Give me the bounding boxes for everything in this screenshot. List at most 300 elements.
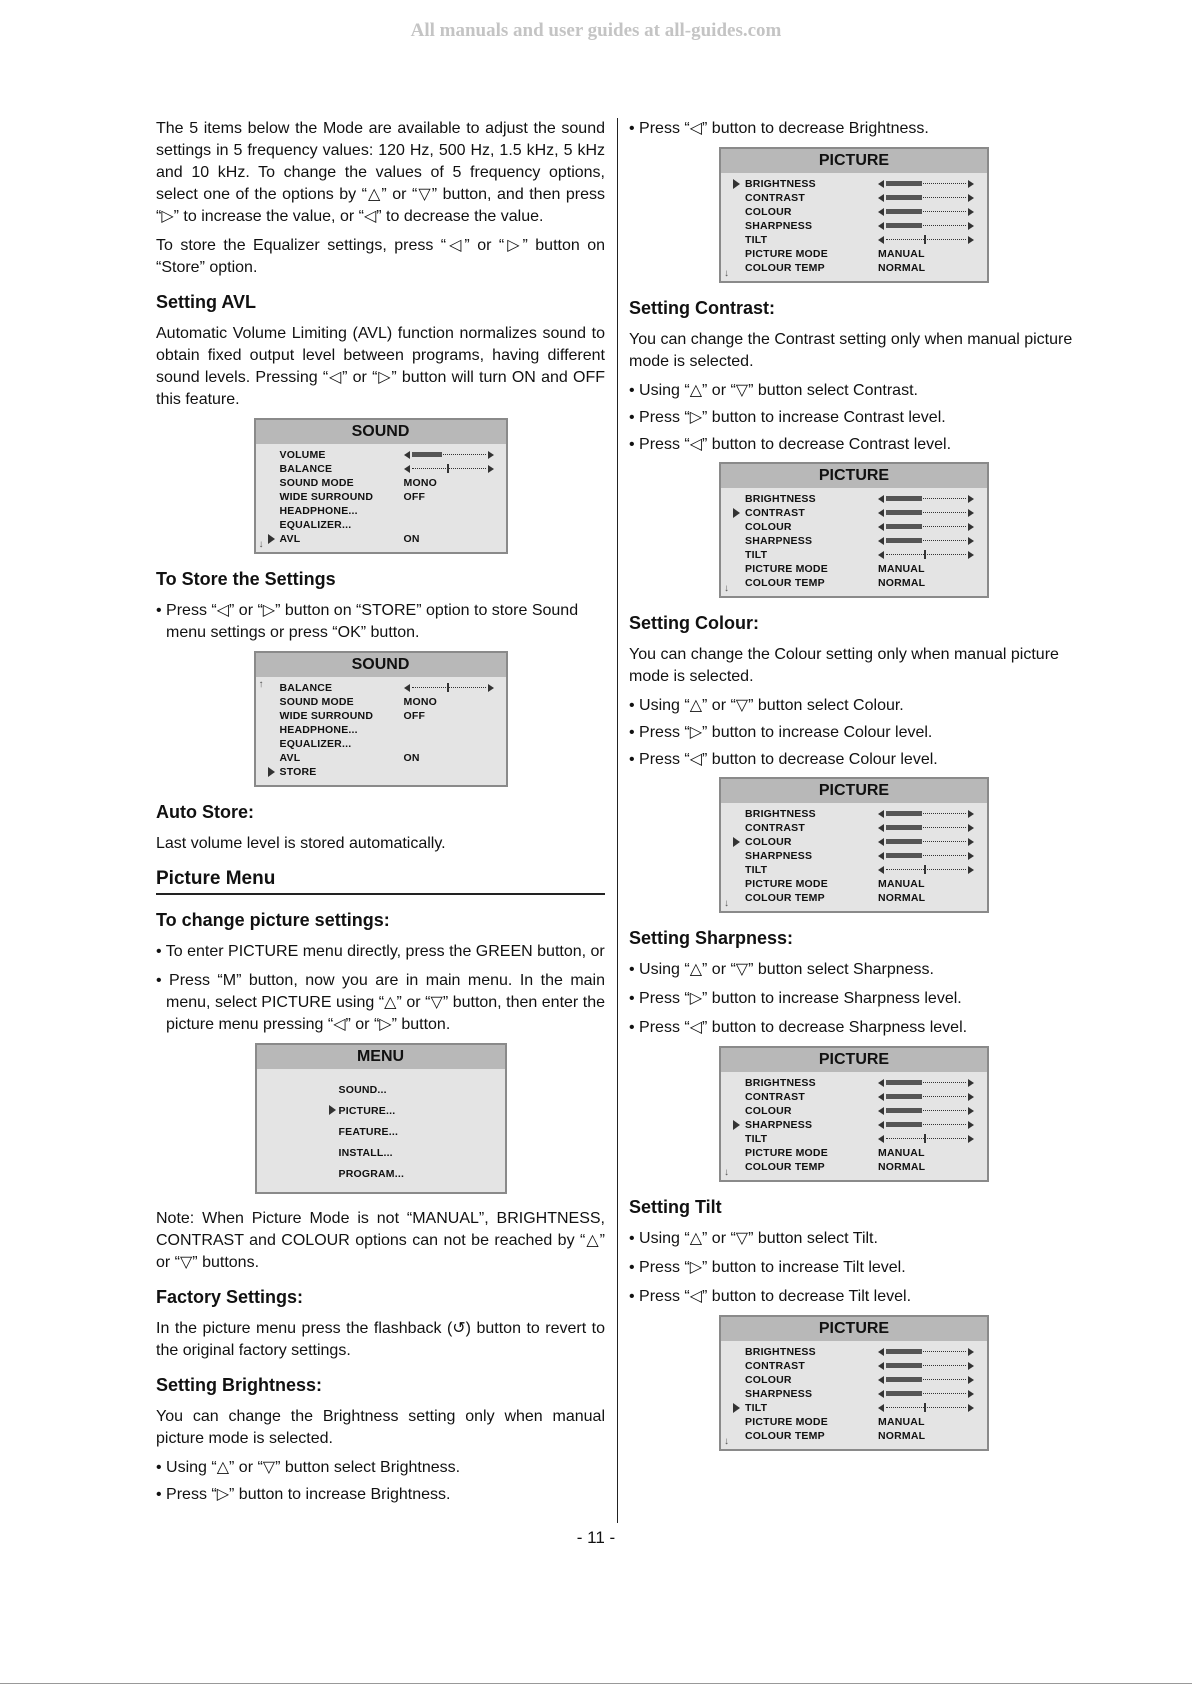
slider-fill	[886, 496, 922, 501]
slider-fill	[886, 1080, 922, 1085]
osd-slider	[878, 1361, 974, 1371]
osd-row	[256, 695, 506, 709]
osd-row-label: SHARPNESS	[745, 1388, 813, 1400]
osd-row	[721, 261, 987, 275]
slider-right-arrow-icon	[488, 684, 494, 692]
osd-rows	[721, 488, 987, 596]
slider-position-marker	[924, 1134, 926, 1143]
osd-menu-item-label: INSTALL...	[338, 1146, 393, 1159]
osd-title: SOUND	[256, 420, 506, 444]
slider-track	[886, 239, 966, 240]
osd-title: PICTURE	[721, 464, 987, 488]
osd-row	[721, 191, 987, 205]
osd-row	[721, 1132, 987, 1146]
osd-title: PICTURE	[721, 1317, 987, 1341]
osd-row-value: OFF	[403, 710, 426, 722]
osd-row-label: EQUALIZER...	[279, 519, 352, 531]
slider-right-arrow-icon	[968, 1107, 974, 1115]
osd-slider	[878, 1403, 974, 1413]
slider-right-arrow-icon	[968, 1121, 974, 1129]
right-column	[629, 118, 1079, 1465]
avl-heading: Setting AVL	[156, 292, 256, 312]
slider-left-arrow-icon	[878, 1093, 884, 1101]
slider-left-arrow-icon	[878, 810, 884, 818]
auto-store-text: Last volume level is stored automatically.	[156, 835, 446, 852]
slider-right-arrow-icon	[968, 537, 974, 545]
slider-fill	[886, 1108, 922, 1113]
osd-row	[256, 504, 506, 518]
osd-row-label: BRIGHTNESS	[745, 1077, 816, 1089]
osd-row	[721, 1160, 987, 1174]
osd-slider	[878, 1106, 974, 1116]
osd-row-label: TILT	[745, 1133, 768, 1145]
main-menu-osd	[255, 1043, 507, 1194]
slider-track	[886, 1138, 966, 1139]
osd-row-label: AVL	[279, 533, 301, 545]
osd-row-label: TILT	[745, 864, 768, 876]
scroll-down-icon: ↓	[258, 539, 264, 550]
sharpness-increase-bullet: • Press “▷” button to increase Sharpness level.	[629, 990, 962, 1007]
brightness-increase-bullet: • Press “▷” button to increase Brightness.	[156, 1486, 451, 1503]
osd-rows	[721, 173, 987, 281]
osd-row-label: EQUALIZER...	[279, 738, 352, 750]
osd-row-label: SHARPNESS	[745, 535, 813, 547]
slider-left-arrow-icon	[878, 1135, 884, 1143]
contrast-decrease-bullet: • Press “◁” button to decrease Contrast level.	[629, 436, 952, 453]
slider-right-arrow-icon	[968, 495, 974, 503]
slider-right-arrow-icon	[968, 236, 974, 244]
slider-position-marker	[447, 464, 449, 473]
osd-row	[721, 821, 987, 835]
slider-right-arrow-icon	[968, 551, 974, 559]
slider-right-arrow-icon	[968, 523, 974, 531]
colour-text: You can change the Colour setting only when manual picture mode is selected.	[629, 646, 1059, 685]
osd-slider	[878, 494, 974, 504]
osd-slider	[404, 683, 494, 693]
osd-menu-item-label: PICTURE...	[338, 1104, 396, 1117]
slider-left-arrow-icon	[878, 523, 884, 531]
osd-row	[721, 807, 987, 821]
osd-row	[721, 492, 987, 506]
osd-menu-item	[257, 1142, 505, 1163]
osd-row	[721, 205, 987, 219]
slider-track	[886, 554, 966, 555]
osd-row-label: SHARPNESS	[745, 220, 813, 232]
selection-arrow-icon	[329, 1105, 336, 1115]
slider-fill	[886, 223, 922, 228]
osd-row	[721, 1359, 987, 1373]
osd-row-label: COLOUR TEMP	[745, 1430, 825, 1442]
osd-row-label: PICTURE MODE	[745, 563, 828, 575]
slider-left-arrow-icon	[878, 1390, 884, 1398]
tilt-decrease-bullet: • Press “◁” button to decrease Tilt level.	[629, 1288, 912, 1305]
osd-slider	[878, 179, 974, 189]
osd-row-label: COLOUR	[745, 836, 792, 848]
osd-rows	[256, 677, 506, 785]
osd-slider	[878, 1375, 974, 1385]
osd-row-value: ON	[403, 752, 420, 764]
slider-fill	[886, 1377, 922, 1382]
osd-row	[256, 765, 506, 779]
slider-left-arrow-icon	[878, 222, 884, 230]
scroll-down-icon: ↓	[724, 583, 729, 594]
slider-left-arrow-icon	[404, 684, 410, 692]
slider-fill	[886, 1349, 922, 1354]
osd-row-label: SOUND MODE	[279, 696, 354, 708]
equalizer-store-text: To store the Equalizer settings, press “◁” or “▷” button on “Store” option.	[156, 237, 605, 276]
osd-row	[721, 1415, 987, 1429]
osd-row-label: CONTRAST	[745, 822, 805, 834]
slider-left-arrow-icon	[878, 838, 884, 846]
osd-menu-item-label: SOUND...	[338, 1083, 387, 1096]
osd-row-label: SHARPNESS	[745, 1119, 813, 1131]
factory-settings-text: In the picture menu press the flashback (↺) button to revert to the original factory settings.	[156, 1320, 605, 1359]
colour-increase-bullet: • Press “▷” button to increase Colour level.	[629, 724, 933, 741]
selection-arrow-icon	[268, 767, 275, 777]
osd-row	[721, 219, 987, 233]
osd-row-label: PICTURE MODE	[745, 1416, 828, 1428]
osd-row	[721, 891, 987, 905]
osd-row	[721, 1429, 987, 1443]
osd-slider	[878, 207, 974, 217]
slider-track	[886, 869, 966, 870]
left-column	[156, 118, 605, 1511]
osd-slider	[878, 193, 974, 203]
tilt-heading: Setting Tilt	[629, 1197, 722, 1217]
slider-left-arrow-icon	[878, 180, 884, 188]
osd-row	[256, 723, 506, 737]
slider-left-arrow-icon	[878, 551, 884, 559]
slider-track	[412, 687, 486, 688]
osd-row-label: BALANCE	[279, 463, 333, 475]
osd-row	[256, 532, 506, 546]
slider-fill	[886, 1094, 922, 1099]
selection-arrow-icon	[733, 179, 740, 189]
selection-arrow-icon	[733, 1403, 740, 1413]
osd-row-label: COLOUR TEMP	[745, 892, 825, 904]
selection-arrow-icon	[733, 508, 740, 518]
osd-slider	[878, 508, 974, 518]
picture-menu-brightness-osd	[719, 147, 989, 283]
osd-row-value: MONO	[403, 477, 437, 489]
osd-title: SOUND	[256, 653, 506, 677]
osd-slider	[878, 851, 974, 861]
slider-right-arrow-icon	[968, 838, 974, 846]
picture-menu-colour-osd	[719, 777, 989, 913]
osd-menu-item	[257, 1100, 505, 1121]
slider-left-arrow-icon	[878, 194, 884, 202]
osd-row	[721, 506, 987, 520]
osd-slider	[878, 837, 974, 847]
osd-row	[721, 247, 987, 261]
osd-row	[721, 177, 987, 191]
osd-row	[721, 534, 987, 548]
selection-arrow-icon	[733, 837, 740, 847]
osd-row-label: COLOUR	[745, 1374, 792, 1386]
osd-slider	[878, 1120, 974, 1130]
equalizer-intro-text: The 5 items below the Mode are available to adjust the sound settings in 5 frequency values: 120 Hz, 500 Hz, 1.5 kHz, 5 kHz and 10 kHz. To change the values of 5 frequency options, select one of the options by “△” or “▽” button, and then press “▷” to increase the value, or “◁” to decrease the value.	[156, 120, 605, 225]
osd-row	[256, 737, 506, 751]
contrast-text: You can change the Contrast setting only when manual picture mode is selected.	[629, 331, 1073, 370]
slider-right-arrow-icon	[968, 1404, 974, 1412]
osd-slider	[878, 823, 974, 833]
osd-menu-item-label: PROGRAM...	[338, 1167, 405, 1180]
slider-right-arrow-icon	[488, 451, 494, 459]
slider-position-marker	[924, 550, 926, 559]
osd-row-value: NORMAL	[878, 577, 926, 589]
slider-right-arrow-icon	[968, 1093, 974, 1101]
slider-left-arrow-icon	[878, 537, 884, 545]
slider-left-arrow-icon	[878, 495, 884, 503]
slider-left-arrow-icon	[404, 465, 410, 473]
slider-left-arrow-icon	[878, 1376, 884, 1384]
slider-fill	[886, 1363, 922, 1368]
osd-row	[256, 518, 506, 532]
osd-slider	[878, 1078, 974, 1088]
osd-title: PICTURE	[721, 149, 987, 173]
contrast-heading: Setting Contrast:	[629, 298, 775, 318]
slider-fill	[886, 195, 922, 200]
slider-position-marker	[924, 235, 926, 244]
osd-row-value: MANUAL	[878, 1147, 925, 1159]
colour-decrease-bullet: • Press “◁” button to decrease Colour level.	[629, 751, 938, 768]
sharpness-decrease-bullet: • Press “◁” button to decrease Sharpness level.	[629, 1019, 968, 1036]
picture-menu-sharpness-osd	[719, 1046, 989, 1182]
osd-row-label: TILT	[745, 1402, 768, 1414]
osd-row-label: TILT	[745, 549, 768, 561]
osd-row-label: SOUND MODE	[279, 477, 354, 489]
osd-row	[721, 835, 987, 849]
osd-row-value: MANUAL	[878, 563, 925, 575]
osd-row-value: NORMAL	[878, 1430, 926, 1442]
slider-position-marker	[924, 865, 926, 874]
osd-slider	[878, 1389, 974, 1399]
slider-left-arrow-icon	[878, 1121, 884, 1129]
note-text: Note: When Picture Mode is not “MANUAL”, BRIGHTNESS, CONTRAST and COLOUR options can not be reached by “△” or “▽” buttons.	[156, 1210, 605, 1271]
scroll-up-icon: ↑	[258, 679, 264, 690]
slider-fill	[886, 538, 922, 543]
osd-row-label: HEADPHONE...	[279, 724, 358, 736]
slider-fill	[886, 1122, 922, 1127]
osd-row-value: MANUAL	[878, 248, 925, 260]
scroll-down-icon: ↓	[724, 1436, 729, 1447]
osd-slider	[878, 550, 974, 560]
osd-slider	[878, 1134, 974, 1144]
auto-store-heading: Auto Store:	[156, 802, 254, 822]
slider-position-marker	[924, 1403, 926, 1412]
factory-settings-heading: Factory Settings:	[156, 1287, 304, 1307]
osd-row-label: COLOUR	[745, 1105, 792, 1117]
osd-row	[721, 1401, 987, 1415]
slider-right-arrow-icon	[968, 852, 974, 860]
osd-row	[256, 462, 506, 476]
osd-slider	[878, 1347, 974, 1357]
osd-rows	[721, 803, 987, 911]
osd-row-label: HEADPHONE...	[279, 505, 358, 517]
osd-row	[721, 520, 987, 534]
slider-left-arrow-icon	[878, 208, 884, 216]
osd-title: PICTURE	[721, 1048, 987, 1072]
slider-right-arrow-icon	[968, 866, 974, 874]
osd-row-label: WIDE SURROUND	[279, 491, 374, 503]
osd-row	[256, 490, 506, 504]
osd-slider	[878, 522, 974, 532]
osd-row	[721, 863, 987, 877]
page-number: - 11 -	[576, 1528, 616, 1547]
osd-title: MENU	[257, 1045, 505, 1069]
colour-select-bullet: • Using “△” or “▽” button select Colour.	[629, 697, 904, 714]
osd-row	[256, 448, 506, 462]
colour-heading: Setting Colour:	[629, 613, 759, 633]
tilt-select-bullet: • Using “△” or “▽” button select Tilt.	[629, 1230, 878, 1247]
slider-right-arrow-icon	[968, 509, 974, 517]
osd-row	[721, 576, 987, 590]
osd-row-label: COLOUR TEMP	[745, 577, 825, 589]
slider-left-arrow-icon	[878, 236, 884, 244]
osd-row-label: BRIGHTNESS	[745, 1346, 816, 1358]
brightness-select-bullet: • Using “△” or “▽” button select Brightness.	[156, 1459, 461, 1476]
osd-row-label: VOLUME	[279, 449, 326, 461]
osd-row	[721, 1373, 987, 1387]
sound-store-menu-osd	[254, 651, 508, 787]
osd-slider	[878, 235, 974, 245]
scroll-down-icon: ↓	[724, 1167, 729, 1178]
slider-right-arrow-icon	[968, 824, 974, 832]
tilt-increase-bullet: • Press “▷” button to increase Tilt level.	[629, 1259, 906, 1276]
sharpness-heading: Setting Sharpness:	[629, 928, 794, 948]
osd-row-label: COLOUR TEMP	[745, 1161, 825, 1173]
osd-rows	[721, 1341, 987, 1449]
slider-track	[412, 468, 486, 469]
osd-row-label: COLOUR TEMP	[745, 262, 825, 274]
slider-right-arrow-icon	[968, 1376, 974, 1384]
osd-menu-item	[257, 1121, 505, 1142]
osd-row-value: NORMAL	[878, 1161, 926, 1173]
brightness-text: You can change the Brightness setting only when manual picture mode is selected.	[156, 1408, 605, 1447]
osd-row-value: MANUAL	[878, 1416, 925, 1428]
slider-fill	[886, 811, 922, 816]
osd-row-value: ON	[403, 533, 420, 545]
osd-row	[256, 476, 506, 490]
osd-row-label: AVL	[279, 752, 301, 764]
osd-slider	[404, 450, 494, 460]
osd-row	[256, 681, 506, 695]
slider-fill	[886, 181, 922, 186]
osd-row-value: MANUAL	[878, 878, 925, 890]
osd-row	[721, 1090, 987, 1104]
osd-rows	[256, 444, 506, 552]
osd-row-label: CONTRAST	[745, 507, 805, 519]
slider-track	[886, 1407, 966, 1408]
slider-position-marker	[447, 683, 449, 692]
slider-right-arrow-icon	[968, 208, 974, 216]
osd-rows	[721, 1072, 987, 1180]
picture-menu-tilt-osd	[719, 1315, 989, 1451]
slider-left-arrow-icon	[878, 824, 884, 832]
osd-row-value: NORMAL	[878, 892, 926, 904]
slider-right-arrow-icon	[968, 1390, 974, 1398]
osd-menu-item	[257, 1079, 505, 1100]
slider-fill	[886, 209, 922, 214]
slider-right-arrow-icon	[488, 465, 494, 473]
slider-fill	[412, 452, 442, 457]
osd-row-label: PICTURE MODE	[745, 1147, 828, 1159]
store-settings-bullet: • Press “◁” or “▷” button on “STORE” option to store Sound menu settings or press “OK” button.	[156, 602, 579, 641]
osd-slider	[878, 536, 974, 546]
slider-left-arrow-icon	[878, 509, 884, 517]
osd-row	[721, 1076, 987, 1090]
osd-row-label: CONTRAST	[745, 1091, 805, 1103]
osd-row	[721, 849, 987, 863]
osd-row-label: BRIGHTNESS	[745, 808, 816, 820]
osd-slider	[878, 1092, 974, 1102]
osd-row-label: SHARPNESS	[745, 850, 813, 862]
osd-row-value: MONO	[403, 696, 437, 708]
osd-row	[256, 751, 506, 765]
scroll-down-icon: ↓	[724, 898, 729, 909]
osd-row	[721, 233, 987, 247]
osd-row-label: TILT	[745, 234, 768, 246]
osd-row	[721, 877, 987, 891]
page-bottom-rule	[0, 1683, 1192, 1684]
osd-row-label: BALANCE	[279, 682, 333, 694]
slider-right-arrow-icon	[968, 810, 974, 818]
main-menu-bullet: • Press “M” button, now you are in main menu. In the main menu, select PICTURE using “△” or “▽” button, then enter the picture menu pressing “◁” or “▷” button.	[156, 972, 605, 1033]
osd-row-label: BRIGHTNESS	[745, 178, 816, 190]
slider-fill	[886, 1391, 922, 1396]
osd-row-label: COLOUR	[745, 206, 792, 218]
sound-menu-osd	[254, 418, 508, 554]
slider-fill	[886, 524, 922, 529]
osd-row-label: COLOUR	[745, 521, 792, 533]
brightness-decrease-bullet: • Press “◁” button to decrease Brightness.	[629, 120, 929, 137]
change-picture-heading: To change picture settings:	[156, 910, 390, 930]
slider-left-arrow-icon	[878, 1107, 884, 1115]
osd-row-label: PICTURE MODE	[745, 248, 828, 260]
osd-row	[721, 548, 987, 562]
osd-row	[256, 709, 506, 723]
slider-right-arrow-icon	[968, 1362, 974, 1370]
osd-row-label: BRIGHTNESS	[745, 493, 816, 505]
selection-arrow-icon	[268, 534, 275, 544]
osd-row	[721, 1345, 987, 1359]
slider-right-arrow-icon	[968, 180, 974, 188]
osd-row	[721, 1104, 987, 1118]
column-divider	[617, 118, 618, 1523]
picture-menu-heading: Picture Menu	[156, 867, 605, 895]
osd-row-label: CONTRAST	[745, 1360, 805, 1372]
slider-fill	[886, 825, 922, 830]
osd-slider	[878, 865, 974, 875]
avl-text: Automatic Volume Limiting (AVL) function normalizes sound to obtain fixed output level between programs, having different sound levels. Pressing “◁” or “▷” button will turn ON and OFF this feature.	[156, 325, 605, 408]
slider-right-arrow-icon	[968, 1348, 974, 1356]
brightness-heading: Setting Brightness:	[156, 1375, 323, 1395]
slider-left-arrow-icon	[878, 852, 884, 860]
osd-rows	[257, 1069, 505, 1192]
osd-menu-item	[257, 1163, 505, 1184]
watermark: All manuals and user guides at all-guides.com	[410, 20, 782, 41]
slider-fill	[886, 839, 922, 844]
osd-row	[721, 1118, 987, 1132]
osd-row	[721, 562, 987, 576]
osd-row	[721, 1387, 987, 1401]
slider-left-arrow-icon	[404, 451, 410, 459]
contrast-select-bullet: • Using “△” or “▽” button select Contrast.	[629, 382, 918, 399]
slider-right-arrow-icon	[968, 1079, 974, 1087]
slider-left-arrow-icon	[878, 1348, 884, 1356]
slider-fill	[886, 853, 922, 858]
picture-menu-contrast-osd	[719, 462, 989, 598]
